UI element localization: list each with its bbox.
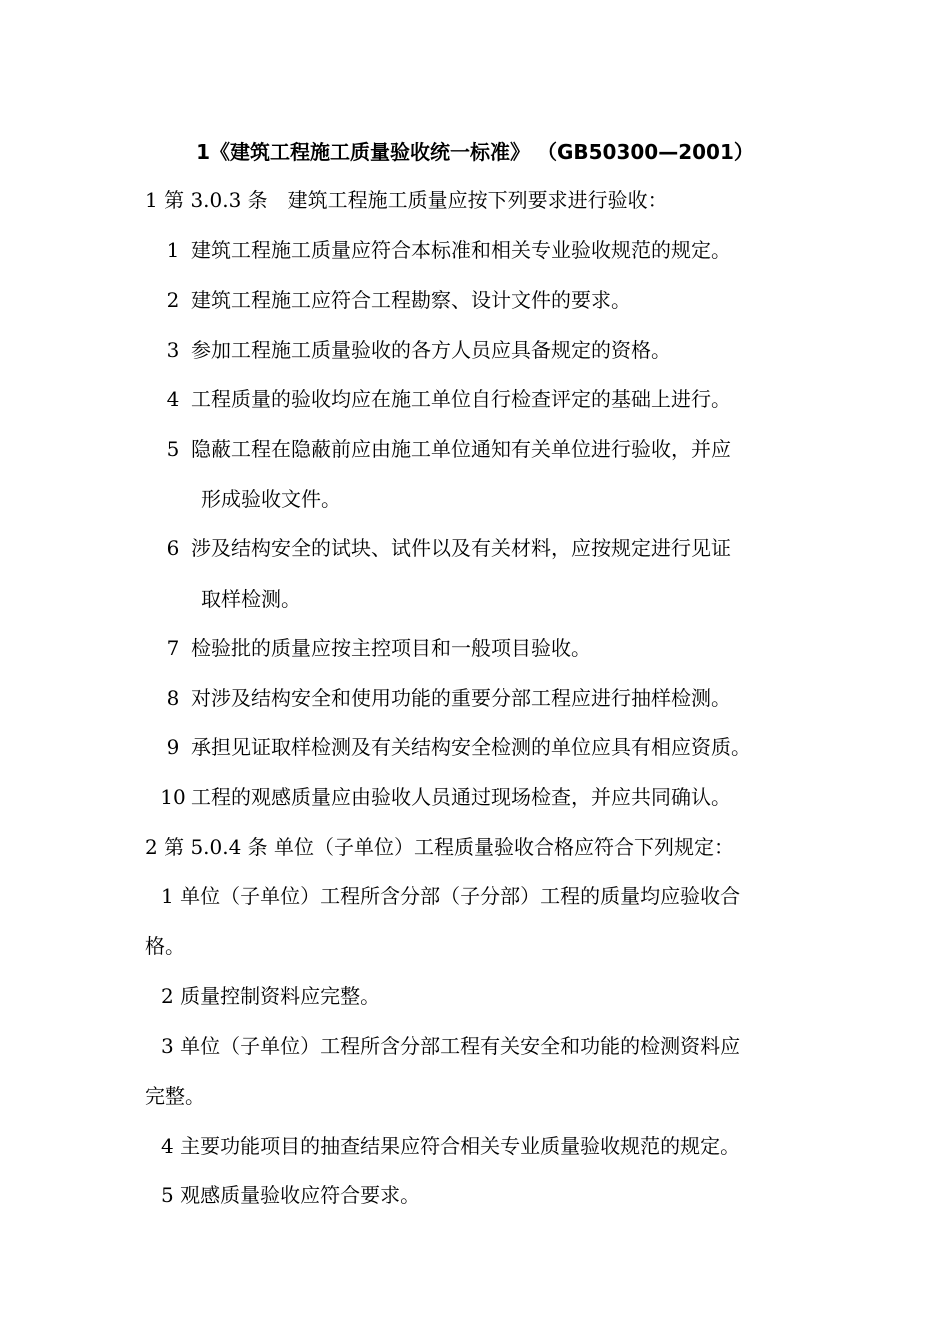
list-item: 3 单位（子单位）工程所含分部工程有关安全和功能的检测资料应	[161, 1034, 741, 1058]
list-item	[155, 234, 731, 266]
item-text: 涉及结构安全的试块、试件以及有关材料，应按规定进行见证	[191, 536, 731, 560]
item-continuation: 完整。	[145, 1084, 205, 1108]
list-item: 1 单位（子单位）工程所含分部（子分部）工程的质量均应验收合	[161, 884, 741, 908]
list-item	[155, 383, 731, 415]
list-item	[155, 632, 591, 664]
list-item: 5 观感质量验收应符合要求。	[161, 1183, 421, 1207]
list-item	[155, 781, 731, 813]
item-continuation: 格。	[145, 934, 185, 958]
item-number: 1	[166, 238, 180, 262]
item-continuation: 形成验收文件。	[201, 487, 341, 511]
item-number: 6	[166, 536, 180, 560]
item-text: 工程质量的验收均应在施工单位自行检查评定的基础上进行。	[191, 387, 731, 411]
item-number: 9	[166, 735, 180, 759]
item-text: 工程的观感质量应由验收人员通过现场检查，并应共同确认。	[191, 785, 731, 809]
item-continuation: 取样检测。	[201, 587, 301, 611]
item-number: 5	[166, 437, 180, 461]
item-number: 2	[166, 288, 180, 312]
item-text: 隐蔽工程在隐蔽前应由施工单位通知有关单位进行验收，并应	[191, 437, 731, 461]
item-number: 7	[166, 636, 180, 660]
item-number: 3	[166, 338, 180, 362]
item-number: 10	[160, 785, 186, 809]
item-text: 参加工程施工质量验收的各方人员应具备规定的资格。	[191, 338, 671, 362]
list-item	[155, 284, 631, 316]
item-text: 建筑工程施工应符合工程勘察、设计文件的要求。	[191, 288, 631, 312]
list-item	[155, 532, 731, 564]
item-number: 4	[166, 387, 180, 411]
item-text: 对涉及结构安全和使用功能的重要分部工程应进行抽样检测。	[191, 686, 731, 710]
list-item: 2 质量控制资料应完整。	[161, 984, 381, 1008]
list-item	[155, 731, 751, 763]
list-item	[155, 334, 671, 366]
item-text: 检验批的质量应按主控项目和一般项目验收。	[191, 636, 591, 660]
section-2-heading: 2 第 5.0.4 条 单位（子单位）工程质量验收合格应符合下列规定：	[145, 835, 735, 859]
document-title: 1《建筑工程施工质量验收统一标准》 （GB50300—2001）	[196, 140, 754, 164]
list-item: 4 主要功能项目的抽查结果应符合相关专业质量验收规范的规定。	[161, 1134, 741, 1158]
list-item	[155, 433, 731, 465]
item-number: 8	[166, 686, 180, 710]
item-text: 建筑工程施工质量应符合本标准和相关专业验收规范的规定。	[191, 238, 731, 262]
item-text: 承担见证取样检测及有关结构安全检测的单位应具有相应资质。	[191, 735, 751, 759]
section-1-heading: 1 第 3.0.3 条 建筑工程施工质量应按下列要求进行验收：	[145, 188, 668, 212]
list-item	[155, 682, 731, 714]
